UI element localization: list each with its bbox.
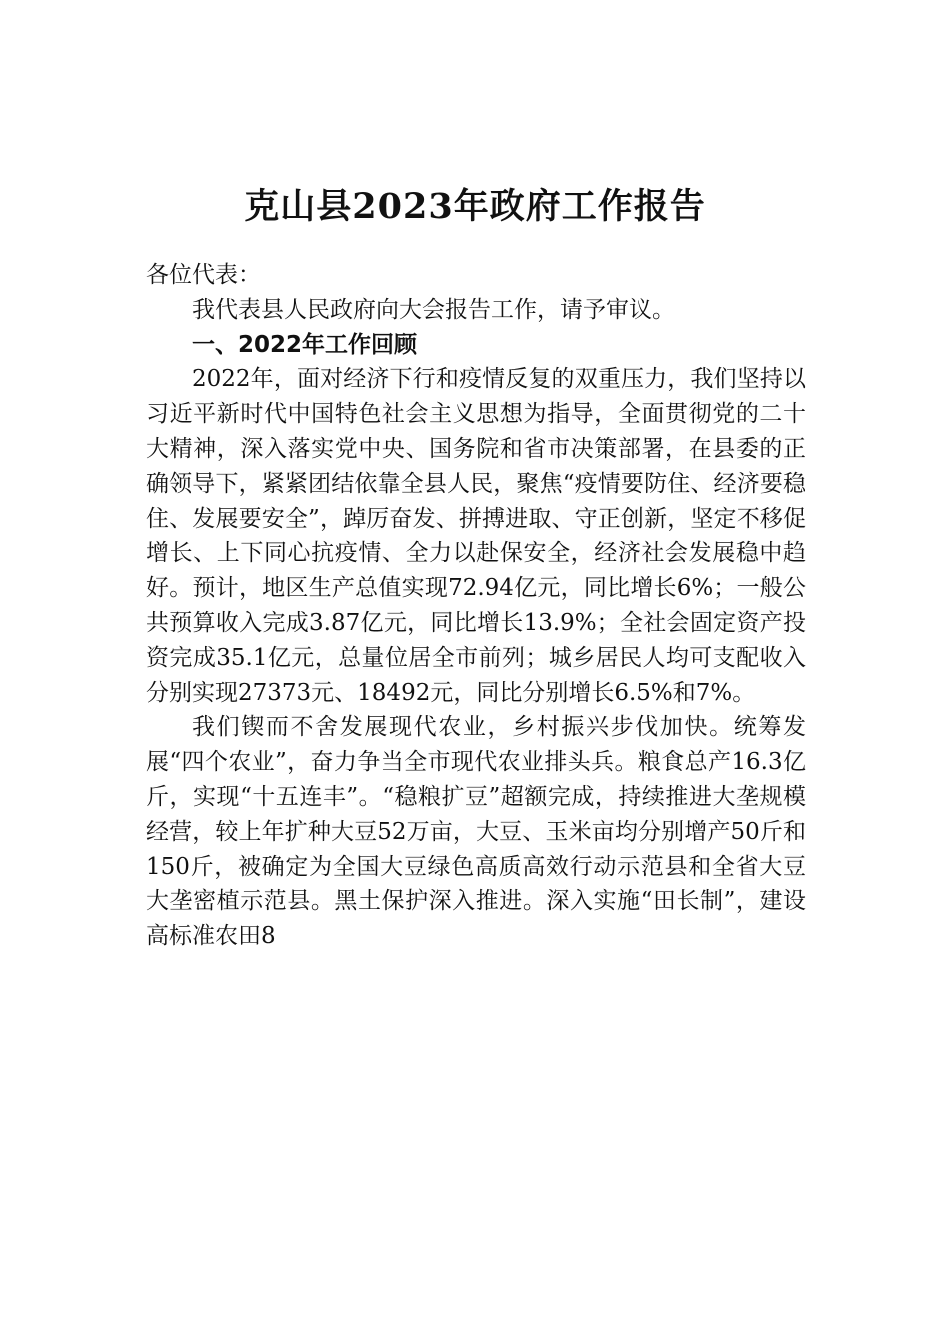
opening-paragraph: 我代表县人民政府向大会报告工作，请予审议。 — [192, 296, 675, 323]
section-heading: 一、2022年工作回顾 — [192, 331, 418, 358]
salutation: 各位代表： — [146, 262, 261, 288]
paragraph-work-review: 2022年，面对经济下行和疫情反复的双重压力，我们坚持以习近平新时代中国特色社会主义思想为指导，全面贯彻党的二十大精神，深入落实党中央、国务院和省市决策部署，在县委的正确领导下，紧紧团结依靠全县人民，聚焦“疫情要防住、经济要稳住、发展要安全”，踔厉奋发、拼搏进取、守正创新，坚定不移促增长、上下同心抗疫情、全力以赴保安全，经济社会发展稳中趋好。预计，地区生产总值实现72.94亿元，同比增长6%；一般公共预算收入完成3.87亿元，同比增长13.9%；全社会固定资产投资完成35.1亿元，总量位居全市前列；城乡居民人均可支配收入分别实现27373元、18492元，同比分别增长6.5%和7%。 — [146, 366, 806, 706]
paragraph-agriculture: 我们锲而不舍发展现代农业，乡村振兴步伐加快。统筹发展“四个农业”，奋力争当全市现代农业排头兵。粮食总产16.3亿斤，实现“十五连丰”。“稳粮扩豆”超额完成，持续推进大垄规模经营，较上年扩种大豆52万亩，大豆、玉米亩均分别增产50斤和150斤，被确定为全国大豆绿色高质高效行动示范县和全省大豆大垄密植示范县。黑土保护深入推进。深入实施“田长制”，建设高标准农田8 — [146, 714, 806, 950]
document-body — [146, 258, 806, 954]
document-title: 克山县2023年政府工作报告 — [244, 186, 706, 228]
